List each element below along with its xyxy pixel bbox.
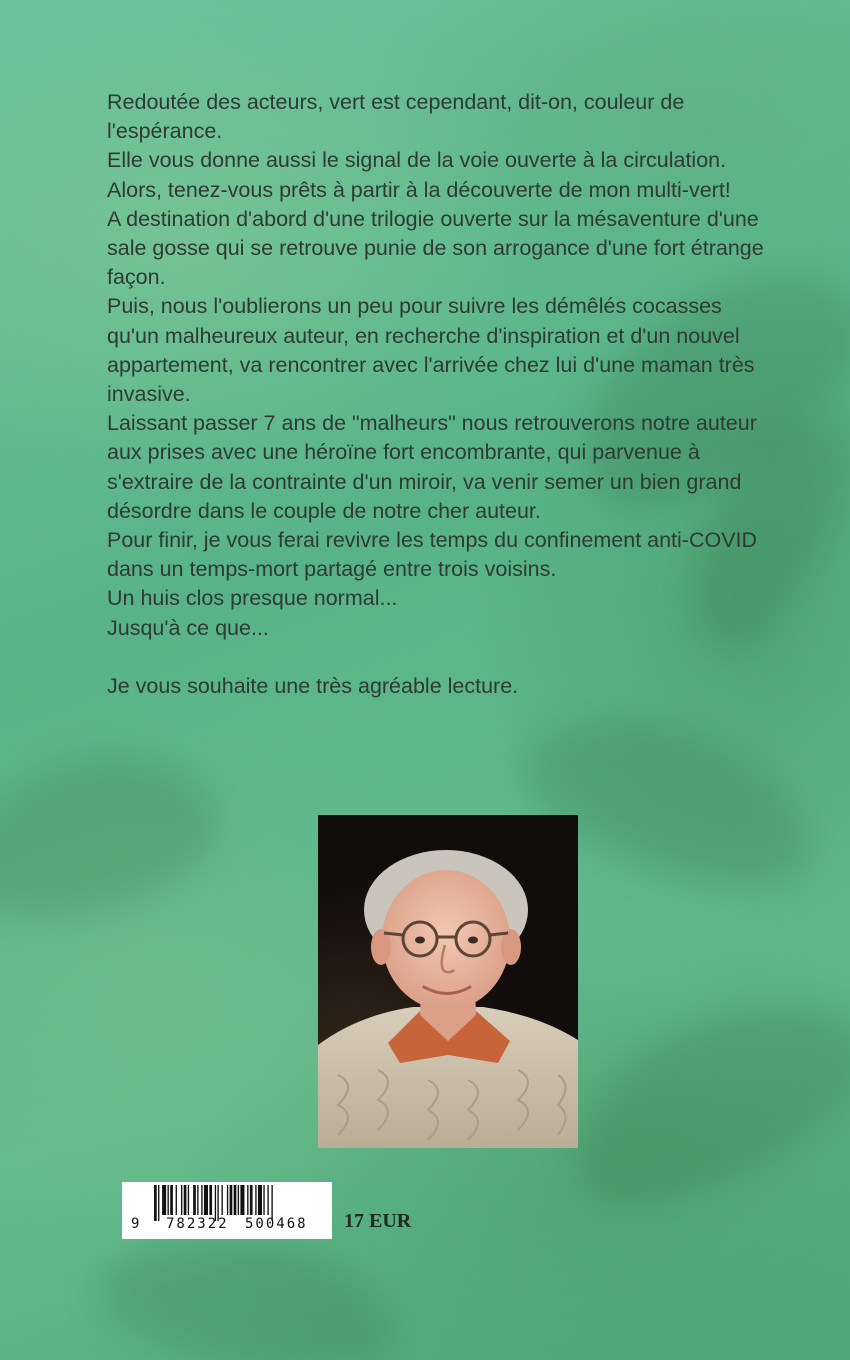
barcode-digits — [122, 1216, 332, 1236]
barcode-bar — [258, 1185, 262, 1215]
barcode-bar — [230, 1185, 233, 1215]
barcode-bar — [188, 1185, 189, 1215]
barcode-bar — [222, 1185, 223, 1215]
barcode-bar — [250, 1185, 253, 1215]
barcode-bar — [234, 1185, 237, 1215]
barcode-bar — [170, 1185, 173, 1215]
barcode-bar — [201, 1185, 202, 1215]
barcode-first-digit: 9 — [131, 1216, 140, 1232]
barcode-bar — [240, 1185, 244, 1215]
barcode-bar — [168, 1185, 169, 1215]
paragraph-spacer — [107, 643, 767, 672]
closing-line: Je vous souhaite une très agréable lecture. — [107, 673, 519, 698]
price-label: 17 EUR — [344, 1210, 412, 1232]
barcode-bar — [197, 1185, 198, 1215]
blurb-paragraph: Laissant passer 7 ans de "malheurs" nous retrouverons notre auteur aux prises avec une héroïne fort encombrante, qui parvenue à s'extraire de la contrainte d'un miroir, va venir semer un bien grand désordre dans le couple de notre cher auteur. — [107, 411, 757, 523]
barcode-bar — [184, 1185, 187, 1215]
author-photo — [318, 815, 578, 1148]
blurb-paragraph: A destination d'abord d'une trilogie ouverte sur la mésaventure d'une sale gosse qui se retrouve punie de son arrogance d'une fort étrange façon. — [107, 206, 764, 290]
barcode-bar — [193, 1185, 196, 1215]
barcode-bar — [255, 1185, 256, 1215]
barcode-bar — [181, 1185, 182, 1215]
isbn-barcode — [122, 1182, 332, 1239]
barcode-bar — [204, 1185, 208, 1215]
barcode-bar — [247, 1185, 248, 1215]
blurb-paragraph: Puis, nous l'oublierons un peu pour suivre les démêlés cocasses qu'un malheureux auteur, en recherche d'inspiration et d'un nouvel appartement, va rencontrer avec l'arrivée chez lui d'une maman très invasive. — [107, 294, 755, 407]
barcode-bar — [227, 1185, 228, 1215]
blurb-paragraph: Un huis clos presque normal... — [107, 586, 398, 611]
barcode-bar — [263, 1185, 264, 1215]
blurb-text — [107, 88, 767, 701]
barcode-bar — [209, 1185, 212, 1215]
barcode-bar — [162, 1185, 166, 1215]
barcode-bar — [176, 1185, 177, 1215]
blurb-paragraph: Elle vous donne aussi le signal de la voie ouverte à la circulation. Alors, tenez-vous prêts à partir à la découverte de mon multi-vert! — [107, 148, 731, 202]
blurb-paragraph: Redoutée des acteurs, vert est cependant, dit-on, couleur de l'espérance. — [107, 90, 685, 144]
blurb-paragraph: Jusqu'à ce que... — [107, 615, 269, 640]
barcode-bar — [238, 1185, 239, 1215]
barcode-right-group: 500468 — [245, 1216, 308, 1232]
author-portrait-illustration — [318, 815, 578, 1148]
barcode-bar — [267, 1185, 268, 1215]
barcode-left-group: 782322 — [166, 1216, 229, 1232]
leaf-shadow-decoration — [0, 729, 235, 941]
blurb-paragraph: Pour finir, je vous ferai revivre les temps du confinement anti-COVID dans un temps-mort partagé entre trois voisins. — [107, 528, 758, 582]
leaf-shadow-decoration — [541, 960, 850, 1240]
